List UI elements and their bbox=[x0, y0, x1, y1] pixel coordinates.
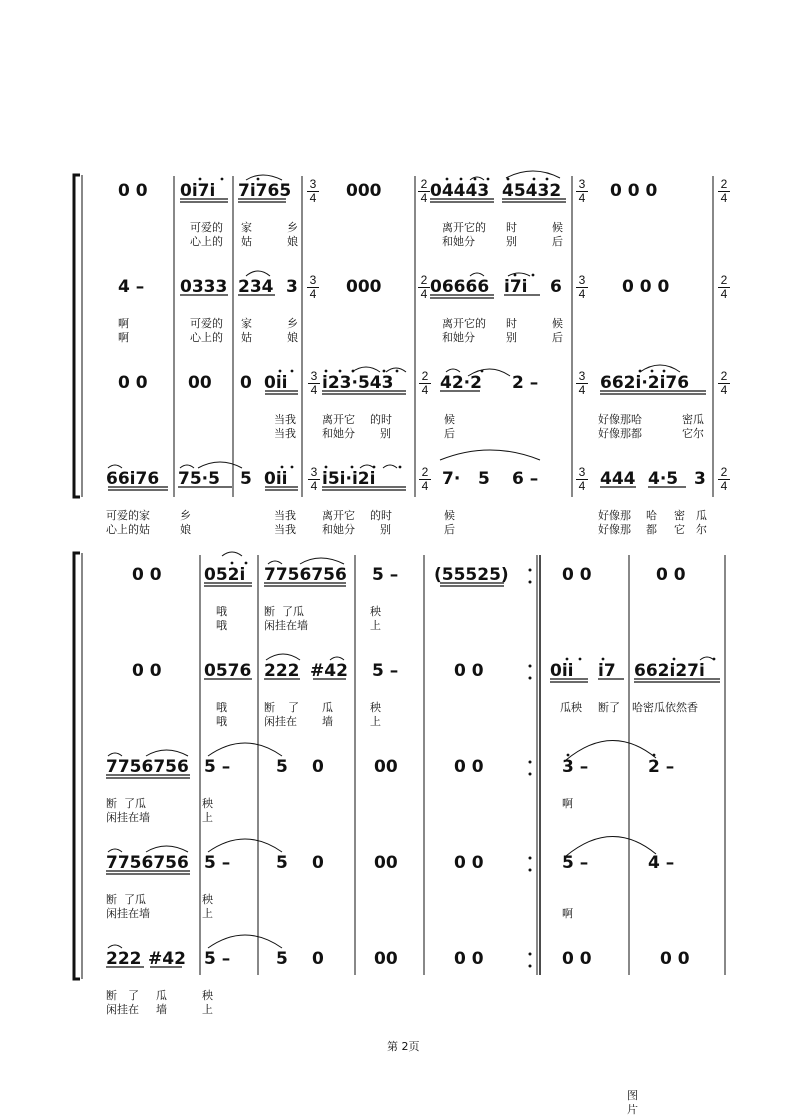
lyric: 啊 bbox=[562, 907, 573, 920]
lyric: 闲挂在 bbox=[264, 715, 297, 728]
s1-p4-meter-2-4: 2 4 bbox=[419, 466, 431, 493]
s2-p2-m4-notes: 5 – bbox=[372, 661, 399, 681]
lyric: 上 bbox=[202, 1003, 213, 1016]
lyric: 后 bbox=[444, 523, 455, 536]
lyric: 断 bbox=[264, 701, 275, 714]
s1-p2-m7-notes: 0 0 0 bbox=[622, 277, 670, 297]
s1-p3-m3b-notes: 0ii bbox=[264, 373, 288, 393]
s1-p2-m1-notes: 4 – bbox=[118, 277, 145, 297]
s1-p3-meter-3-4: 3 4 bbox=[308, 370, 320, 397]
lyric: 当我 bbox=[274, 413, 296, 426]
s1-p2-meter-3-4b: 3 4 bbox=[576, 274, 588, 301]
s2-p5-m3a-notes: 5 bbox=[276, 949, 288, 969]
lyric: 好像那都 bbox=[598, 427, 642, 440]
lyric: 离开它的 bbox=[442, 221, 486, 234]
lyric: 的时 bbox=[370, 413, 392, 426]
s1-p1-meter-3-4: 3 4 bbox=[307, 178, 319, 205]
s1-p2-m4-notes: 000 bbox=[346, 277, 382, 297]
lyric: 哈 bbox=[646, 509, 657, 522]
s2-p5-m1b-notes: #42 bbox=[148, 949, 186, 969]
lyric: 乡 bbox=[287, 317, 298, 330]
lyric: 离开它的 bbox=[442, 317, 486, 330]
s1-p3-m1-notes: 0 0 bbox=[118, 373, 148, 393]
s2-p1-m3-notes: 7756756 bbox=[264, 565, 347, 585]
s2-p3-m3a-notes: 5 bbox=[276, 757, 288, 777]
s1-p3-m6-notes: 2 – bbox=[512, 373, 539, 393]
s2-p4-m4-notes: 00 bbox=[374, 853, 398, 873]
lyric: 离开它 bbox=[322, 509, 355, 522]
s2-p2-m6b-notes: i7 bbox=[598, 661, 616, 681]
s1-p3-m3a-notes: 0 bbox=[240, 373, 252, 393]
lyric: 家 bbox=[241, 317, 252, 330]
s1-p4-m7b-notes: 4·5 bbox=[648, 469, 679, 489]
s1-p4-m4-notes: i5i·i2i bbox=[322, 469, 376, 489]
s2-p5-m6-notes: 0 0 bbox=[562, 949, 592, 969]
s1-p4-m3-notes: 0ii bbox=[264, 469, 288, 489]
lyric: 哦 bbox=[216, 619, 227, 632]
s1-p1-m6-notes: 45432 bbox=[502, 181, 562, 201]
lyric: 可爱的 bbox=[190, 317, 223, 330]
s1-p2-m2-notes: 0333 bbox=[180, 277, 228, 297]
s1-p4-m7c-notes: 3 bbox=[694, 469, 706, 489]
lyric: 候 bbox=[552, 221, 563, 234]
lyric: 都 bbox=[646, 523, 657, 536]
lyric: 了 bbox=[128, 989, 139, 1002]
s1-p4-m2b-notes: 5 bbox=[240, 469, 252, 489]
s1-p3-meter-2-4b: 2 4 bbox=[718, 370, 730, 397]
s2-p5-m3b-notes: 0 bbox=[312, 949, 324, 969]
lyric: 当我 bbox=[274, 509, 296, 522]
lyric: 可爱的家 bbox=[106, 509, 150, 522]
lyric: 密 bbox=[674, 509, 685, 522]
s2-p3-m6-notes: 3 – bbox=[562, 757, 589, 777]
lyric: 和她分 bbox=[442, 331, 475, 344]
s2-p4-m5-notes: 0 0 bbox=[454, 853, 484, 873]
lyric: 断 bbox=[106, 893, 117, 906]
s1-p2-m6-notes: i7i bbox=[504, 277, 528, 297]
lyric: 哦 bbox=[216, 715, 227, 728]
lyric: 尔 bbox=[696, 523, 707, 536]
lyric: 瓜 bbox=[696, 509, 707, 522]
s1-p1-meter-3-4b: 3 4 bbox=[576, 178, 588, 205]
s1-p1-meter-2-4: 2 4 bbox=[418, 178, 430, 205]
lyric: 当我 bbox=[274, 523, 296, 536]
s1-p4-m2-notes: 75·5 bbox=[178, 469, 220, 489]
s2-p2-m1-notes: 0 0 bbox=[132, 661, 162, 681]
page-number: 第 2页 bbox=[387, 1040, 420, 1053]
lyric: 和她分 bbox=[322, 523, 355, 536]
lyric: 心上的姑 bbox=[106, 523, 150, 536]
lyric: 它 bbox=[674, 523, 685, 536]
s2-p2-m7-notes: 662i27i bbox=[634, 661, 705, 681]
lyric: 秧 bbox=[202, 893, 213, 906]
lyric: 候 bbox=[444, 413, 455, 426]
lyric: 哈密瓜依然香 bbox=[632, 701, 698, 714]
lyric: 娘 bbox=[180, 523, 191, 536]
s1-p2-meter-2-4: 2 4 bbox=[418, 274, 430, 301]
s1-p1-m7-notes: 0 0 0 bbox=[610, 181, 658, 201]
lyric: 上 bbox=[370, 619, 381, 632]
s2-p3-m5-notes: 0 0 bbox=[454, 757, 484, 777]
duration-underlines bbox=[106, 199, 720, 967]
lyric: 娘 bbox=[287, 235, 298, 248]
lyric: 候 bbox=[444, 509, 455, 522]
lyric: 候 bbox=[552, 317, 563, 330]
lyric: 秧 bbox=[202, 989, 213, 1002]
lyric: 别 bbox=[380, 427, 391, 440]
lyric: 了 bbox=[288, 701, 299, 714]
lyric: 了瓜 bbox=[124, 893, 146, 906]
s2-p4-m2-notes: 5 – bbox=[204, 853, 231, 873]
lyric: 闲挂在墙 bbox=[106, 811, 150, 824]
lyric: 墙 bbox=[322, 715, 333, 728]
lyric: 好像那 bbox=[598, 509, 631, 522]
lyric: 秧 bbox=[370, 605, 381, 618]
s1-p3-m5-notes: 42·2 bbox=[440, 373, 482, 393]
lyric: 墙 bbox=[156, 1003, 167, 1016]
s1-p1-m5-notes: 04443 bbox=[430, 181, 490, 201]
s1-p4-meter-3-4: 3 4 bbox=[308, 466, 320, 493]
s2-p3-m4-notes: 00 bbox=[374, 757, 398, 777]
lyric: 好像那 bbox=[598, 523, 631, 536]
corner-mark-2: 片 bbox=[627, 1104, 638, 1116]
s2-p1-m1-notes: 0 0 bbox=[132, 565, 162, 585]
system-two-bracket bbox=[74, 553, 80, 979]
s1-p4-m1-notes: 66i76 bbox=[106, 469, 160, 489]
s1-p1-m4-notes: 000 bbox=[346, 181, 382, 201]
s2-p4-m7-notes: 4 – bbox=[648, 853, 675, 873]
s1-p4-meter-3-4b: 3 4 bbox=[576, 466, 588, 493]
lyric: 心上的 bbox=[190, 235, 223, 248]
lyric: 闲挂在墙 bbox=[264, 619, 308, 632]
s2-p1-m2-notes: 052i bbox=[204, 565, 246, 585]
corner-mark-1: 图 bbox=[627, 1089, 638, 1102]
lyric: 瓜 bbox=[322, 701, 333, 714]
s2-p1-m6-notes: 0 0 bbox=[562, 565, 592, 585]
s2-p3-m3b-notes: 0 bbox=[312, 757, 324, 777]
lyric: 了瓜 bbox=[124, 797, 146, 810]
lyric: 乡 bbox=[180, 509, 191, 522]
lyric: 闲挂在墙 bbox=[106, 907, 150, 920]
s2-p4-m3a-notes: 5 bbox=[276, 853, 288, 873]
lyric: 哦 bbox=[216, 701, 227, 714]
lyric: 断 bbox=[106, 989, 117, 1002]
lyric: 啊 bbox=[118, 317, 129, 330]
s1-p4-m5a-notes: 7· bbox=[442, 469, 461, 489]
s1-p3-m7-notes: 662i·2i76 bbox=[600, 373, 690, 393]
s2-p1-m5-notes: (55525) bbox=[434, 565, 509, 585]
lyric: 闲挂在 bbox=[106, 1003, 139, 1016]
s1-p2-m3b-notes: 3 bbox=[286, 277, 298, 297]
s1-p1-m3-notes: 7i765 bbox=[238, 181, 292, 201]
s1-p2-m6b-notes: 6 bbox=[550, 277, 562, 297]
lyric: 后 bbox=[552, 331, 563, 344]
s1-p4-m6-notes: 6 – bbox=[512, 469, 539, 489]
s2-p2-m3a-notes: 222 bbox=[264, 661, 300, 681]
s1-p1-m2-notes: 0i7i bbox=[180, 181, 216, 201]
s1-p3-m4-notes: i23·543 bbox=[322, 373, 394, 393]
s1-p2-m3-notes: 234 bbox=[238, 277, 274, 297]
s2-p4-m1-notes: 7756756 bbox=[106, 853, 189, 873]
lyric: 家 bbox=[241, 221, 252, 234]
lyric: 姑 bbox=[241, 235, 252, 248]
s2-p5-m4-notes: 00 bbox=[374, 949, 398, 969]
lyric: 时 bbox=[506, 317, 517, 330]
lyric: 别 bbox=[506, 235, 517, 248]
s1-p1-m1-notes: 0 0 bbox=[118, 181, 148, 201]
s1-p4-m5b-notes: 5 bbox=[478, 469, 490, 489]
lyric: 好像那哈 bbox=[598, 413, 642, 426]
lyric: 哦 bbox=[216, 605, 227, 618]
lyric: 断 bbox=[264, 605, 275, 618]
s2-p4-m6-notes: 5 – bbox=[562, 853, 589, 873]
lyric: 姑 bbox=[241, 331, 252, 344]
lyric: 了瓜 bbox=[282, 605, 304, 618]
s2-p2-m5-notes: 0 0 bbox=[454, 661, 484, 681]
s1-p2-meter-3-4: 3 4 bbox=[307, 274, 319, 301]
s2-p5-m5-notes: 0 0 bbox=[454, 949, 484, 969]
lyric: 上 bbox=[202, 811, 213, 824]
lyric: 和她分 bbox=[322, 427, 355, 440]
s2-p5-m7-notes: 0 0 bbox=[660, 949, 690, 969]
lyric: 啊 bbox=[562, 797, 573, 810]
lyric: 啊 bbox=[118, 331, 129, 344]
lyric: 密瓜 bbox=[682, 413, 704, 426]
s2-p5-m1a-notes: 222 bbox=[106, 949, 142, 969]
s1-p2-meter-2-4b: 2 4 bbox=[718, 274, 730, 301]
s1-p4-m7a-notes: 444 bbox=[600, 469, 636, 489]
lyric: 别 bbox=[506, 331, 517, 344]
s2-p3-m2-notes: 5 – bbox=[204, 757, 231, 777]
lyric: 心上的 bbox=[190, 331, 223, 344]
s2-p1-m7-notes: 0 0 bbox=[656, 565, 686, 585]
lyric: 和她分 bbox=[442, 235, 475, 248]
lyric: 秧 bbox=[202, 797, 213, 810]
s2-p2-m6a-notes: 0ii bbox=[550, 661, 574, 681]
repeat-dots bbox=[529, 569, 532, 968]
lyric: 的时 bbox=[370, 509, 392, 522]
lyric: 上 bbox=[370, 715, 381, 728]
lyric: 断 bbox=[106, 797, 117, 810]
s2-p2-m2-notes: 0576 bbox=[204, 661, 252, 681]
s1-p3-m2-notes: 00 bbox=[188, 373, 212, 393]
lyric: 瓜秧 bbox=[560, 701, 582, 714]
s2-p3-m7-notes: 2 – bbox=[648, 757, 675, 777]
lyric: 时 bbox=[506, 221, 517, 234]
lyric: 离开它 bbox=[322, 413, 355, 426]
s2-p5-m2-notes: 5 – bbox=[204, 949, 231, 969]
s1-p2-m5-notes: 06666 bbox=[430, 277, 490, 297]
lyric: 后 bbox=[552, 235, 563, 248]
lyric: 乡 bbox=[287, 221, 298, 234]
s2-p2-m3b-notes: #42 bbox=[310, 661, 348, 681]
lyric: 秧 bbox=[370, 701, 381, 714]
s2-p1-m4-notes: 5 – bbox=[372, 565, 399, 585]
s1-p1-meter-2-4b: 2 4 bbox=[718, 178, 730, 205]
s2-p3-m1-notes: 7756756 bbox=[106, 757, 189, 777]
s1-p3-meter-3-4b: 3 4 bbox=[576, 370, 588, 397]
lyric: 瓜 bbox=[156, 989, 167, 1002]
lyric: 娘 bbox=[287, 331, 298, 344]
lyric: 它尔 bbox=[682, 427, 704, 440]
s1-p4-meter-2-4b: 2 4 bbox=[718, 466, 730, 493]
lyric: 断了 bbox=[598, 701, 620, 714]
lyric: 上 bbox=[202, 907, 213, 920]
system-one-bracket bbox=[74, 175, 80, 497]
lyric: 别 bbox=[380, 523, 391, 536]
s2-p4-m3b-notes: 0 bbox=[312, 853, 324, 873]
lyric: 当我 bbox=[274, 427, 296, 440]
s1-p3-meter-2-4: 2 4 bbox=[419, 370, 431, 397]
lyric: 可爱的 bbox=[190, 221, 223, 234]
lyric: 后 bbox=[444, 427, 455, 440]
